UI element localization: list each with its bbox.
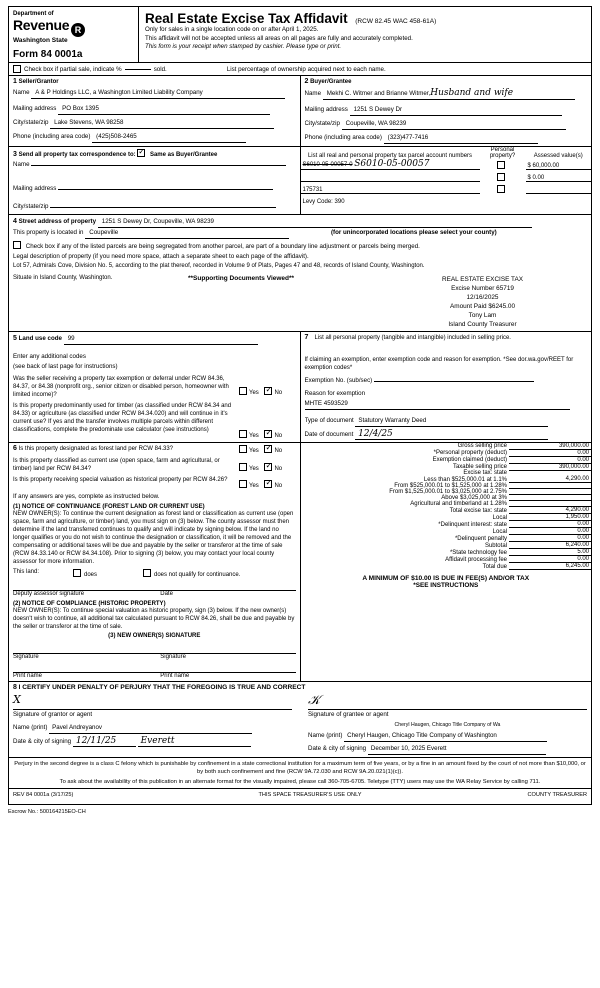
calc-row <box>301 535 592 542</box>
calc-value-1[interactable]: 0.00 <box>509 449 591 456</box>
form-revision: REV 84 0001a (3/17/25) <box>13 791 74 798</box>
stamp-line1: REAL ESTATE EXCISE TAX <box>442 275 523 283</box>
affidavit-sheet <box>8 6 592 805</box>
buyer-name-label: Name <box>304 90 322 97</box>
calc-value-16[interactable]: 5.00 <box>509 549 591 556</box>
certification-heading: I CERTIFY UNDER PENALTY OF PERJURY THAT THE FOREGOING IS TRUE AND CORRECT <box>18 683 306 691</box>
calc-label-12: *Delinquent interest: state <box>438 521 507 528</box>
section3-number: 3 <box>13 151 17 158</box>
calc-label-2: Exemption claimed (deduct) <box>432 457 507 463</box>
treasurer-stamp <box>378 275 587 329</box>
grantor-print-input[interactable]: Pavel Andreyanov <box>49 723 252 734</box>
calc-label-17: Affidavit processing fee <box>445 556 507 563</box>
assessed-value-header: Assessed value(s) <box>533 153 583 159</box>
new-owner-print-1[interactable]: Print name <box>13 672 154 679</box>
partial-sold-label: sold. <box>153 65 167 73</box>
escrow-number: Escrow No.: 500164215EO-CH <box>8 808 86 815</box>
located-note: (for unincorporated locations please select your county) <box>330 229 497 236</box>
levy-code-cell[interactable]: Levy Code: 390 <box>302 199 345 205</box>
section3-citystate-label: City/state/zip <box>13 203 49 210</box>
section7-number: 7 <box>304 333 309 341</box>
land-use-code-input[interactable]: 99 <box>64 334 258 345</box>
forest-no-checkbox[interactable] <box>264 445 272 453</box>
rcw-reference: (RCW 82.45 WAC 458-61A) <box>355 18 437 25</box>
property-section <box>9 215 591 332</box>
parcel-number-cell-1[interactable] <box>301 159 480 170</box>
exemption-instructions: If claiming an exemption, enter exemption code and reason for exemption. *See dor.wa.gov/REET for exemption codes* <box>304 356 574 371</box>
calc-label-11: Local <box>492 514 507 521</box>
designation-section <box>9 442 301 681</box>
seller-citystate-label: City/state/zip <box>13 119 49 126</box>
section3-mailing-input[interactable] <box>58 189 273 190</box>
timber-question <box>13 402 235 439</box>
assessor-date-line[interactable]: Date <box>154 590 295 597</box>
land-use-section <box>9 332 301 442</box>
parcel-number-cell-3[interactable]: 175731 <box>301 182 480 194</box>
grantor-date-input[interactable]: 12/11/25 <box>73 736 136 747</box>
segregation-checkbox[interactable] <box>13 241 21 249</box>
calc-label-8: Above $3,025,000 at 3% <box>441 494 507 501</box>
seller-phone-label: Phone (including area code) <box>13 133 91 140</box>
parcel-row <box>301 194 592 206</box>
legal-description-label: Legal description of property (if you need more space, attach a separate sheet to each page of the affidavit). <box>13 253 309 260</box>
calc-value-10[interactable]: 4,290.00 <box>509 507 591 514</box>
calc-label-9: Agricultural and timberland at 1.28% <box>410 500 507 507</box>
currentuse-no-checkbox[interactable] <box>264 463 272 471</box>
section3-mailing-label: Mailing address <box>13 185 57 192</box>
historic-no-checkbox[interactable] <box>264 480 272 488</box>
exemption-reason-label: Reason for exemption <box>304 389 366 397</box>
calc-label-6: From $525,000.01 to $1,525,000 at 1.28% <box>394 482 507 489</box>
calc-value-18[interactable]: 6,245.00 <box>509 563 591 570</box>
legal-description-text: Lot 57, Admirals Cove, Division No. 5, according to the plat thereof, recorded in Volume 9 of Plats, Pages 47 and 48, records of Island County, Washington. <box>13 263 425 269</box>
document-date-input[interactable]: 12/4/25 <box>355 429 548 440</box>
calc-row <box>301 507 592 514</box>
calc-label-7: From $1,525,000.01 to $3,025,000 at 2.75% <box>389 488 507 495</box>
currentuse-yes-checkbox[interactable] <box>239 463 247 471</box>
personal-property-checkbox-4 <box>480 194 526 206</box>
buyer-heading: Buyer/Grantee <box>310 79 352 85</box>
land-does-not-checkbox[interactable] <box>143 569 151 577</box>
calc-row <box>301 542 592 549</box>
exemption-code-input[interactable] <box>374 381 534 382</box>
document-type-input[interactable]: Statutory Warranty Deed <box>355 416 548 427</box>
q2-no-checkbox[interactable] <box>264 430 272 438</box>
perjury-section <box>9 757 591 788</box>
seller-mailing-label: Mailing address <box>13 105 57 112</box>
buyer-citystate-input[interactable]: Coupeville, WA 98239 <box>342 119 566 130</box>
new-owner-signature-1[interactable]: Signature <box>13 653 154 660</box>
supporting-documents-note: **Supporting Documents Viewed** <box>188 274 295 282</box>
calc-label-4: Excise tax: state <box>463 470 507 476</box>
historic-question: Is this property receiving special valuation as historical property per RCW 84.26? <box>13 476 228 483</box>
calc-row <box>301 463 592 470</box>
calc-value-3[interactable]: 390,000.00 <box>509 463 591 470</box>
calc-value-5[interactable]: 4,290.00 <box>509 476 591 483</box>
calc-value-12[interactable]: 0.00 <box>509 521 591 528</box>
grantor-date-label: Date & city of signing <box>13 737 72 745</box>
section6-number: 6 <box>13 444 17 452</box>
correspondence-section <box>9 147 301 214</box>
answers-note: If any answers are yes, complete as instructed below. <box>13 492 160 500</box>
form-header <box>9 7 591 63</box>
partial-sale-label: Check box if partial sale, indicate % <box>24 65 122 73</box>
calc-label-5: Less than $525,000.01 at 1.1% <box>423 476 507 483</box>
section4-heading: Street address of property <box>18 218 97 225</box>
seller-phone-input[interactable]: (425)508-2465 <box>92 132 246 143</box>
document-date-label: Date of document <box>304 430 354 438</box>
q1-no-checkbox[interactable] <box>264 387 272 395</box>
assessor-signature-line[interactable]: Deputy assessor signature <box>13 590 154 597</box>
street-address-input[interactable]: 1251 S Dewey Dr, Coupeville, WA 98239 <box>98 217 532 228</box>
form-number: Form 84 0001a <box>13 49 83 60</box>
ada-text: To ask about the availability of this publication in an alternate format for the visually impaired, please call 360-705-6705. Teletype (TTY) users may use the WA Relay Service by calling 711. <box>59 778 541 785</box>
document-type-label: Type of document <box>304 416 354 424</box>
header-sub2: This affidavit will not be accepted unless all areas on all pages are fully and accurately completed. <box>145 34 413 42</box>
assessed-value-1[interactable]: $ 60,000.00 <box>526 159 592 170</box>
seller-name-input[interactable]: A & P Holdings LLC, a Washington Limited Liability Company <box>31 88 285 99</box>
continuance-heading: (1) NOTICE OF CONTINUANCE (FOREST LAND OR CURRENT USE) <box>13 503 205 510</box>
grantee-signature-mark[interactable]: 𝒦 <box>308 692 322 708</box>
buyer-name-handwriting: Husband and wife <box>430 88 514 98</box>
additional-codes-label: Enter any additional codes <box>13 352 86 360</box>
seller-heading: Seller/Grantor <box>18 79 59 85</box>
calc-label-1: *Personal property (deduct) <box>433 450 507 456</box>
county-treasurer-label: COUNTY TREASURER <box>527 791 587 798</box>
partial-percent-input[interactable] <box>125 69 151 70</box>
parcel-number-cell-2[interactable] <box>301 170 480 182</box>
grantor-print-label: Name (print) <box>13 723 48 731</box>
calc-row <box>301 528 592 535</box>
calc-label-14: *Delinquent penalty <box>454 535 507 542</box>
buyer-mailing-input[interactable]: 1251 S Dewey Dr <box>350 105 562 116</box>
calc-label-10: Total excise tax: state <box>449 507 507 514</box>
buyer-number: 2 <box>304 78 309 85</box>
same-as-buyer-label: Same as Buyer/Grantee <box>149 152 218 158</box>
current-use-question: Is this property classified as current use (open space, farm and agricultural, or timber) land per RCW 84.34? <box>13 457 220 472</box>
calc-label-18: Total due <box>482 563 507 570</box>
calc-value-13[interactable]: 0.00 <box>509 528 591 535</box>
q1-yes-checkbox[interactable] <box>239 387 247 395</box>
segregation-label: Check box if any of the listed parcels are being segregated from another parcel, are part of a boundary line adjustment or parcels being merged. <box>25 243 420 250</box>
timber-q-answers: Yes ✓No <box>235 402 296 439</box>
compliance-body: NEW OWNER(S): To continue special valuation as historic property, sign (3) below. If the new owner(s) doesn't wish to continue, all additional tax calculated pursuant to RCW 84.26, shall be due and payable by the seller or transferor at the time of sale. <box>13 607 295 630</box>
calc-value-0[interactable]: 390,000.00 <box>509 443 591 450</box>
land-use-label: Land use code <box>18 334 62 342</box>
parcel-row <box>301 182 592 194</box>
buyer-phone-label: Phone (including area code) <box>304 134 382 141</box>
calc-row <box>301 514 592 521</box>
calc-row <box>301 563 592 570</box>
grantee-date-input[interactable]: December 10, 2025 Everett <box>368 744 546 755</box>
department-label: Department of <box>13 11 54 17</box>
buyer-citystate-label: City/state/zip <box>304 120 340 127</box>
revenue-wordmark: Revenue <box>13 17 70 33</box>
form-footer <box>9 788 591 804</box>
seller-section <box>9 76 301 146</box>
buyer-phone-input[interactable]: (323)477-7416 <box>384 133 538 144</box>
grantee-signature-label: Signature of grantee or agent <box>308 710 389 718</box>
land-does-checkbox[interactable] <box>73 569 81 577</box>
section3-heading: Send all property tax correspondence to: <box>18 152 136 158</box>
title-block <box>139 7 591 62</box>
agency-block <box>9 7 139 62</box>
new-owner-signature-2[interactable]: Signature <box>154 653 295 660</box>
header-sub3: This form is your receipt when stamped by cashier. Please type or print. <box>145 43 342 50</box>
revenue-logo-icon: R <box>71 23 85 37</box>
assessed-value-3[interactable] <box>526 182 592 194</box>
minimum-due-note: A MINIMUM OF $10.00 IS DUE IN FEE(S) AND/OR TAX <box>362 575 530 582</box>
section5-number: 5 <box>13 334 17 342</box>
grantee-date-label: Date & city of signing <box>308 744 367 752</box>
treasurer-use-label: THIS SPACE TREASURER'S USE ONLY <box>258 791 362 798</box>
q2-yes-checkbox[interactable] <box>239 430 247 438</box>
situate-text: Situate in Island County, Washington. <box>13 274 113 281</box>
tax-calculation-section <box>301 442 592 681</box>
land-does-not-label: does not qualify for continuance. <box>154 571 241 578</box>
partial-sale-checkbox[interactable] <box>13 65 21 73</box>
this-land-label: This land: <box>13 568 40 575</box>
parcel-row <box>301 159 592 170</box>
parcel-row <box>301 170 592 182</box>
calc-label-13: Local <box>492 528 507 535</box>
section3-citystate-input[interactable] <box>50 207 276 208</box>
calc-row <box>301 556 592 563</box>
buyer-name-input[interactable] <box>323 88 575 100</box>
personal-property-header: Personal property? <box>489 147 516 159</box>
forest-answers: Yes ✓No <box>235 445 296 454</box>
see-back-label: (see back of last page for instructions) <box>13 362 118 370</box>
parcel-section <box>301 147 592 214</box>
assessed-value-2[interactable]: $ 0.00 <box>526 170 592 182</box>
ownership-note: List percentage of ownership acquired next to each name. <box>226 65 386 73</box>
seller-citystate-input[interactable]: Lake Stevens, WA 98258 <box>50 118 274 129</box>
exemption-reason-input[interactable]: MHTE 4593529 <box>305 399 570 410</box>
perjury-text: Perjury in the second degree is a class C felony which is punishable by confinement in a state correctional institution for a maximum term of five years, or by a fine in an amount fixed by the court of not more than $10,000, or by both such confinement and fine (RCW 9A.72.030 and RCW 9A.20.021(1)(c)). <box>14 760 586 775</box>
grantee-signature-subtext: Cheryl Haugen, Chicago Title Company of Wa <box>394 721 501 728</box>
parcel-header-cell: List all real and personal property tax parcel account numbers <box>307 153 473 159</box>
personal-property-checkbox-3[interactable] <box>480 182 526 194</box>
section7-heading: List all personal property (tangible and intangible) included in selling price. <box>314 334 511 341</box>
stamp-line2: Excise Number 65719 <box>451 284 514 292</box>
section3-name-input[interactable] <box>31 165 286 166</box>
stamp-line5: Tony Lam <box>468 311 497 319</box>
new-owner-print-2[interactable]: Print name <box>154 672 295 679</box>
parcel-number-struck-1: S6010-05-00057-0 <box>302 162 353 168</box>
calc-value-2[interactable]: 0.00 <box>509 456 591 463</box>
located-in-input[interactable]: Coupeville <box>85 228 289 239</box>
seller-mailing-input[interactable]: PO Box 1395 <box>58 104 270 115</box>
personal-property-checkbox-1[interactable] <box>480 159 526 170</box>
located-in-label: This property is located in <box>13 229 84 236</box>
forest-yes-checkbox[interactable] <box>239 445 247 453</box>
stamp-line6: Island County Treasurer <box>448 320 517 328</box>
tax-calc-table <box>301 443 592 571</box>
section8-number: 8 <box>13 683 17 691</box>
assessed-value-4 <box>526 194 592 206</box>
land-does-label: does <box>84 571 98 578</box>
calc-label-0: Gross selling price <box>457 443 507 449</box>
calc-value-17[interactable]: 0.00 <box>509 556 591 563</box>
personal-property-section <box>301 332 592 442</box>
section3-name-label: Name <box>13 161 30 168</box>
certification-section <box>9 681 591 757</box>
exemption-q1-answers: Yes ✓No <box>235 375 296 399</box>
seller-number: 1 <box>13 78 17 85</box>
header-sub1: Only for sales in a single location code on or after April 1, 2025. <box>145 26 319 33</box>
current-use-answers: Yes ✓No <box>235 457 296 473</box>
compliance-heading: (2) NOTICE OF COMPLIANCE (HISTORIC PROPERTY) <box>13 600 166 607</box>
calc-row <box>301 449 592 456</box>
timber-question-text: Is this property predominantly used for timber (as classified under RCW 84.34 and 84.33) or agriculture (as classified under RCW 84.34.020) and will continue in it's current use? If yes and the transfer involves multiple parcels within different classifications, complete the predominate use calculator (see instructions) <box>13 402 232 433</box>
buyer-name-value: Mekhi C. Witmer and Brianne Witmer, <box>326 90 431 97</box>
calc-value-15[interactable]: 6,240.00 <box>509 542 591 549</box>
exemption-question-1: Was the seller receiving a property tax exemption or deferral under RCW 84.36, 84.37, or 84.38 (nonprofit org., senior citizen or disabled person, homeowner with limited income)? <box>13 375 229 398</box>
calc-row <box>301 456 592 463</box>
forest-land-question: Is this property designated as forest land per RCW 84.33? <box>18 445 173 452</box>
buyer-mailing-label: Mailing address <box>304 106 348 113</box>
parcel-table <box>301 147 592 205</box>
exemption-code-label: Exemption No. (sub/sec) <box>304 376 373 384</box>
state-label: Washington State <box>13 37 68 44</box>
grantee-print-input[interactable]: Cheryl Haugen, Chicago Title Company of Washington <box>344 731 547 742</box>
seller-name-label: Name <box>13 89 30 96</box>
calc-row <box>301 521 592 528</box>
calc-label-15: Subtotal <box>484 542 507 549</box>
grantor-signature-label: Signature of grantor or agent <box>13 710 93 718</box>
historic-answers: Yes ✓No <box>235 476 296 489</box>
calc-value-11[interactable]: 1,950.00 <box>509 514 591 521</box>
parcel-table-header <box>301 147 592 159</box>
stamp-line3: 12/16/2025 <box>466 293 499 301</box>
calc-row <box>301 549 592 556</box>
page-title: Real Estate Excise Tax Affidavit <box>145 11 348 26</box>
continuance-body: NEW OWNER(S): To continue the current designation as forest land or classification as current use (open space, farm and agriculture, or timber) land, you must sign on (3) below. The county assessor must then determine if the land transferred continues to qualify and will indicate by signing below. If the land no longer qualifies or you do not wish to continue the designation or classification, it will be removed and the compensating or additional taxes will be due and payable by the seller or transferor at the time of sale (RCW 84.33.140 or RCW 84.34.108). Prior to signing (3) below, you may contact your local county assessor for more information. <box>13 510 294 565</box>
grantee-block <box>300 693 587 755</box>
buyer-section <box>301 76 592 146</box>
new-owner-signature-heading: (3) NEW OWNER(S) SIGNATURE <box>108 632 201 639</box>
parcel-number-hand-1: S6010-05-00057 <box>354 159 430 169</box>
grantee-print-label: Name (print) <box>308 731 343 739</box>
stamp-line4: Amount Paid $6245.00 <box>449 302 516 310</box>
calc-label-3: Taxable selling price <box>452 464 507 470</box>
personal-property-checkbox-2[interactable] <box>480 170 526 182</box>
same-as-buyer-checkbox[interactable] <box>137 149 145 157</box>
partial-sale-bar <box>9 63 591 76</box>
grantor-block <box>13 693 300 755</box>
historic-yes-checkbox[interactable] <box>239 480 247 488</box>
calc-label-16: *State technology fee <box>449 549 507 556</box>
grantor-signature-mark[interactable]: X <box>13 692 21 706</box>
see-instructions-note: *SEE INSTRUCTIONS <box>413 582 479 589</box>
grantor-city-input[interactable]: Everett <box>138 736 251 747</box>
section4-number: 4 <box>13 218 17 225</box>
calc-value-14[interactable]: 0.00 <box>509 535 591 542</box>
